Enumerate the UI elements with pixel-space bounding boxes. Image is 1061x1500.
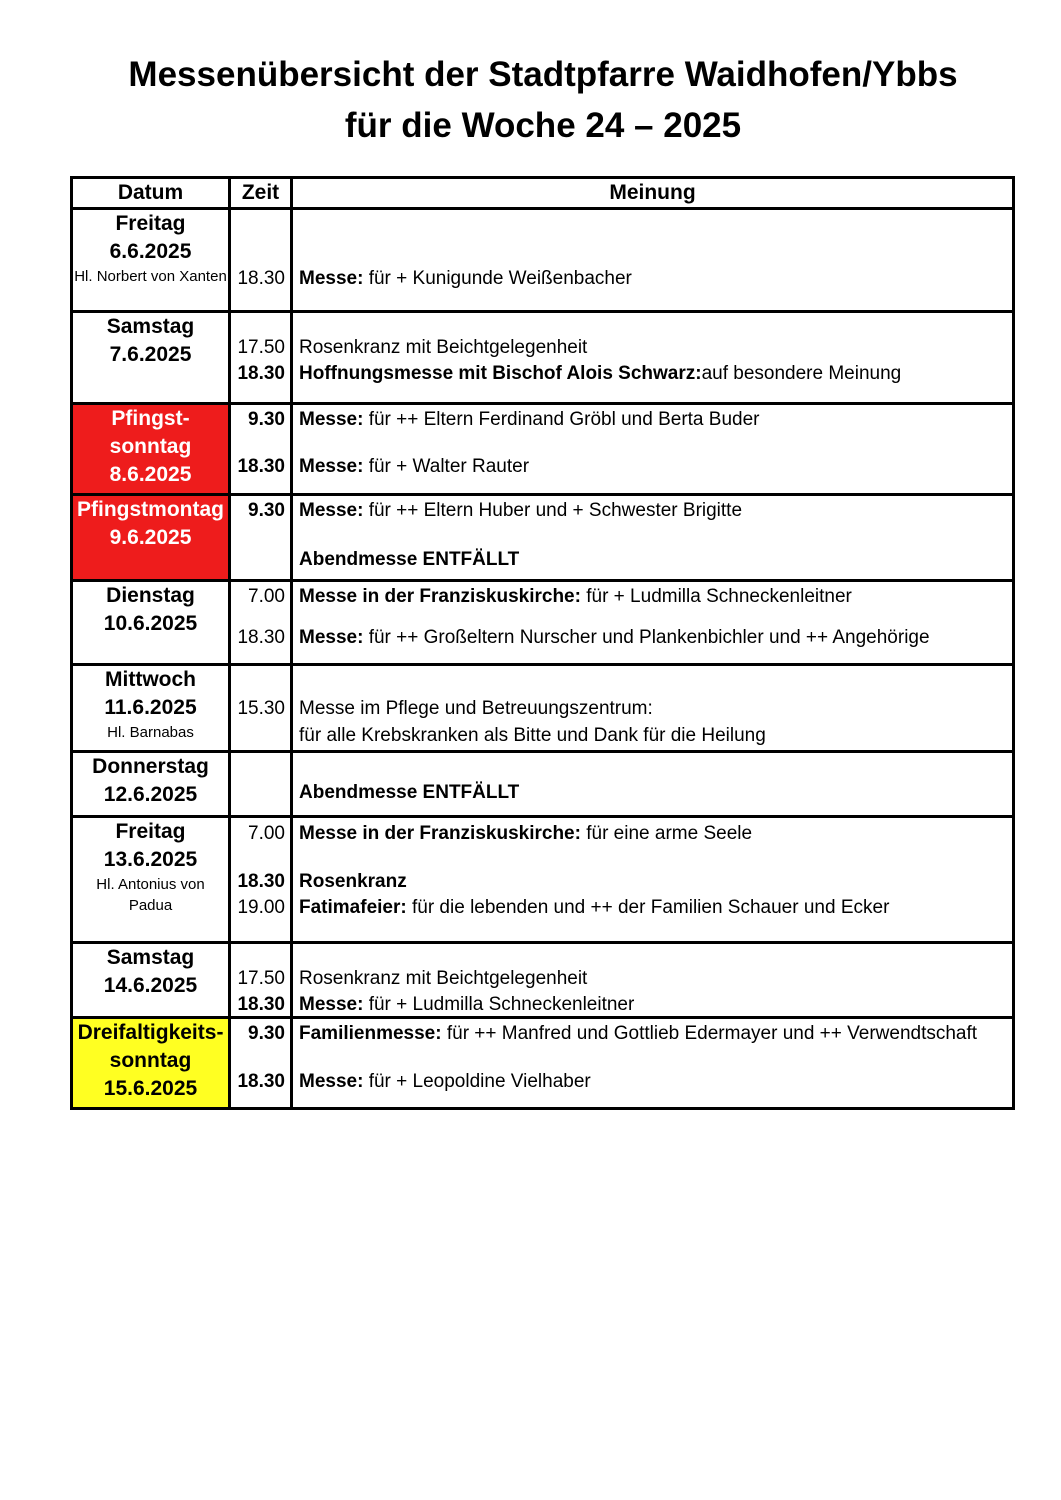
day-row — [72, 581, 1014, 665]
mass-time: 7.00 — [248, 823, 285, 844]
intention-text: für + Walter Rauter — [363, 456, 530, 477]
day-name: Mittwoch — [105, 668, 196, 691]
date-text: 15.6.2025 — [103, 1077, 198, 1100]
mass-time: 17.50 — [237, 337, 285, 358]
day-name: Donnerstag — [92, 755, 209, 778]
day-row — [72, 312, 1014, 404]
day-name: Pfingst- — [111, 407, 190, 430]
day-row — [72, 817, 1014, 943]
mass-type: Abendmesse ENTFÄLLT — [299, 549, 520, 570]
mass-intention — [293, 992, 1012, 1018]
mass-time — [231, 780, 290, 806]
date-cell — [72, 817, 230, 943]
date-cell — [72, 495, 230, 581]
mass-type: Messe: — [299, 1071, 364, 1092]
mass-time: 18.30 — [237, 363, 285, 384]
date-cell — [72, 1018, 230, 1109]
mass-time: 18.30 — [237, 871, 285, 892]
day-name: Samstag — [106, 946, 195, 969]
meinung-cell — [292, 581, 1014, 665]
day-row — [72, 752, 1014, 817]
mass-intention — [293, 780, 1012, 806]
mass-intention — [293, 895, 1012, 921]
date-text: 12.6.2025 — [103, 783, 198, 806]
day-name: Dreifaltigkeits- — [77, 1021, 224, 1044]
table-header-row — [72, 178, 1014, 209]
mass-type: Messe in der Franziskuskirche: — [299, 586, 581, 607]
mass-time: 18.30 — [237, 268, 285, 289]
mass-intention — [293, 584, 1012, 610]
date-text: 8.6.2025 — [109, 463, 192, 486]
mass-time: 18.30 — [237, 1071, 285, 1092]
date-cell — [72, 752, 230, 817]
mass-type: Rosenkranz — [299, 871, 407, 892]
page-subtitle: für die Woche 24 – 2025 — [344, 106, 742, 145]
saint-name: Hl. Antonius von Padua — [96, 876, 205, 914]
mass-intention — [293, 966, 1012, 992]
mass-time: 9.30 — [248, 500, 285, 521]
intention-text: für ++ Großeltern Nurscher und Plankenbichler und ++ Angehörige — [363, 627, 930, 648]
day-row — [72, 1018, 1014, 1109]
mass-schedule-table — [70, 176, 1015, 1110]
time-cell — [230, 404, 292, 495]
date-cell — [72, 665, 230, 752]
intention-text: für + Ludmilla Schneckenleitner — [363, 994, 635, 1015]
mass-intention — [293, 266, 1012, 292]
mass-intention — [293, 1069, 1012, 1095]
mass-type: Fatimafeier: — [299, 897, 407, 918]
meinung-cell — [292, 817, 1014, 943]
mass-type: Messe: — [299, 627, 364, 648]
day-name: Freitag — [115, 820, 186, 843]
mass-time: 15.30 — [237, 698, 285, 719]
date-text: 13.6.2025 — [103, 848, 198, 871]
meinung-cell — [292, 665, 1014, 752]
time-cell — [230, 581, 292, 665]
date-text: sonntag — [109, 1049, 192, 1072]
mass-intention — [293, 696, 1012, 722]
day-row — [72, 495, 1014, 581]
date-cell — [72, 209, 230, 312]
day-name: Freitag — [115, 212, 186, 235]
time-cell — [230, 665, 292, 752]
mass-intention — [293, 723, 1012, 749]
mass-time: 17.50 — [237, 968, 285, 989]
intention-text: für ++ Eltern Huber und + Schwester Brigitte — [363, 500, 743, 521]
saint-name: Hl. Barnabas — [107, 724, 194, 741]
time-cell — [230, 752, 292, 817]
intention-text: Rosenkranz mit Beichtgelegenheit — [299, 337, 588, 358]
time-cell — [230, 495, 292, 581]
mass-intention — [293, 547, 1012, 573]
mass-type: Abendmesse ENTFÄLLT — [299, 782, 520, 803]
day-name: Dienstag — [106, 584, 195, 607]
mass-type: Messe: — [299, 994, 364, 1015]
intention-text: für die lebenden und ++ der Familien Schauer und Ecker — [406, 897, 890, 918]
date-text: sonntag — [109, 435, 192, 458]
date-text: 7.6.2025 — [109, 343, 192, 366]
date-cell — [72, 404, 230, 495]
mass-intention — [293, 361, 1012, 387]
meinung-cell — [292, 943, 1014, 1018]
intention-text: für + Ludmilla Schneckenleitner — [580, 586, 852, 607]
day-name: Samstag — [106, 315, 195, 338]
time-cell — [230, 943, 292, 1018]
mass-time: 18.30 — [237, 627, 285, 648]
mass-type: Hoffnungsmesse mit Bischof Alois Schwarz: — [299, 363, 702, 384]
mass-intention — [293, 335, 1012, 361]
mass-time: 9.30 — [248, 409, 285, 430]
mass-time — [231, 723, 290, 749]
meinung-cell — [292, 312, 1014, 404]
meinung-cell — [292, 752, 1014, 817]
mass-time: 9.30 — [248, 1023, 285, 1044]
date-text: 10.6.2025 — [103, 612, 198, 635]
mass-intention — [293, 625, 1012, 651]
intention-text: für ++ Manfred und Gottlieb Edermayer und ++ Verwendtschaft — [441, 1023, 978, 1044]
intention-text: für + Leopoldine Vielhaber — [363, 1071, 591, 1092]
meinung-cell — [292, 1018, 1014, 1109]
intention-text: auf besondere Meinung — [701, 363, 902, 384]
date-text: 14.6.2025 — [103, 974, 198, 997]
date-text: 9.6.2025 — [109, 526, 192, 549]
day-row — [72, 665, 1014, 752]
meinung-cell — [292, 404, 1014, 495]
header-meinung: Meinung — [292, 178, 1014, 209]
meinung-cell — [292, 495, 1014, 581]
date-cell — [72, 943, 230, 1018]
mass-intention — [293, 498, 1012, 524]
intention-text: Messe im Pflege und Betreuungszentrum: — [299, 698, 653, 719]
mass-time: 18.30 — [237, 456, 285, 477]
mass-intention — [293, 1021, 1012, 1047]
mass-type: Familienmesse: — [299, 1023, 442, 1044]
mass-intention — [293, 407, 1012, 433]
mass-type: Messe: — [299, 500, 364, 521]
time-cell — [230, 1018, 292, 1109]
mass-intention — [293, 454, 1012, 480]
intention-text: für ++ Eltern Ferdinand Gröbl und Berta Buder — [363, 409, 760, 430]
date-cell — [72, 312, 230, 404]
header-datum: Datum — [72, 178, 230, 209]
mass-time: 19.00 — [237, 897, 285, 918]
date-cell — [72, 581, 230, 665]
intention-text: für + Kunigunde Weißenbacher — [363, 268, 632, 289]
intention-text: Rosenkranz mit Beichtgelegenheit — [299, 968, 588, 989]
mass-type: Messe: — [299, 456, 364, 477]
mass-type: Messe in der Franziskuskirche: — [299, 823, 581, 844]
mass-time: 18.30 — [237, 994, 285, 1015]
intention-text: für eine arme Seele — [580, 823, 753, 844]
time-cell — [230, 209, 292, 312]
header-zeit: Zeit — [230, 178, 292, 209]
intention-text: für alle Krebskranken als Bitte und Dank für die Heilung — [299, 725, 766, 746]
time-cell — [230, 312, 292, 404]
saint-name: Hl. Norbert von Xanten — [74, 268, 227, 285]
day-name: Pfingstmontag — [77, 498, 224, 521]
mass-intention — [293, 869, 1012, 895]
day-row — [72, 943, 1014, 1018]
date-text: 11.6.2025 — [104, 696, 197, 719]
mass-time: 7.00 — [248, 586, 285, 607]
mass-intention — [293, 821, 1012, 847]
time-cell — [230, 817, 292, 943]
mass-time — [231, 547, 290, 573]
meinung-cell — [292, 209, 1014, 312]
date-text: 6.6.2025 — [109, 240, 192, 263]
mass-type: Messe: — [299, 268, 364, 289]
mass-type: Messe: — [299, 409, 364, 430]
page-title: Messenübersicht der Stadtpfarre Waidhofen/Ybbs — [128, 55, 958, 94]
day-row — [72, 209, 1014, 312]
day-row — [72, 404, 1014, 495]
